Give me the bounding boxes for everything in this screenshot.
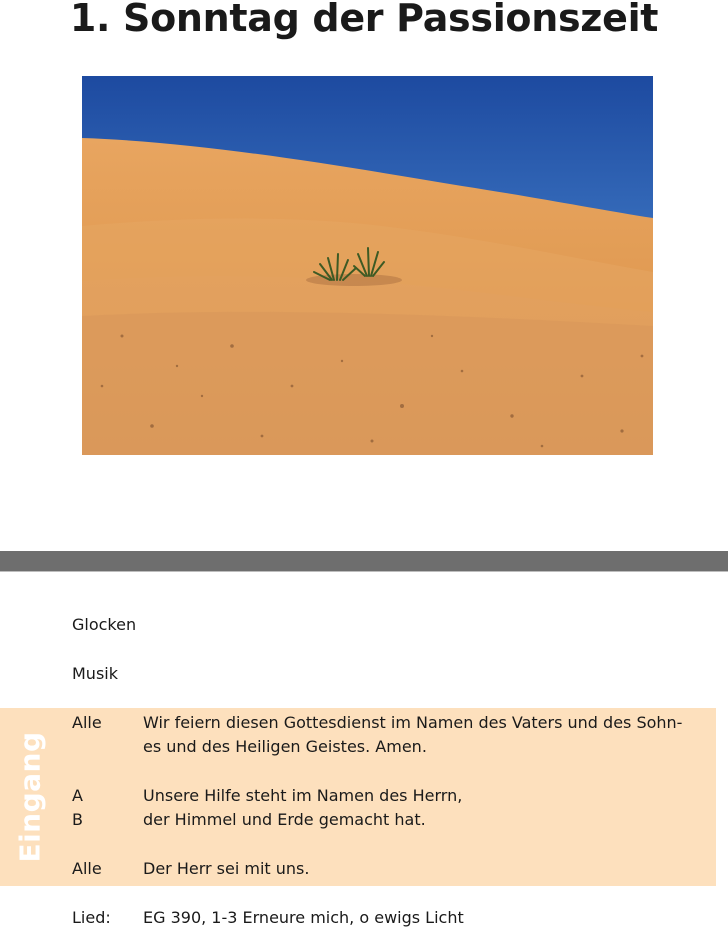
section-divider-bar xyxy=(0,551,728,571)
musik-item: Musik xyxy=(72,664,118,683)
gruss-speaker: Alle xyxy=(72,859,102,878)
desert-landscape-image xyxy=(82,76,653,455)
desert-photo xyxy=(82,76,653,455)
section-divider-line xyxy=(0,571,728,572)
hilfe-speaker-a: A xyxy=(72,786,83,805)
votum-speaker: Alle xyxy=(72,713,102,732)
lied-text: EG 390, 1-3 Erneure mich, o ewigs Licht xyxy=(143,908,464,927)
hilfe-speaker-b: B xyxy=(72,810,83,829)
hilfe-line-a: Unsere Hilfe steht im Namen des Herrn, xyxy=(143,786,463,805)
page-title: 1. Sonntag der Passionszeit xyxy=(69,0,659,40)
section-label-text: Eingang xyxy=(13,731,47,863)
gruss-text: Der Herr sei mit uns. xyxy=(143,859,310,878)
glocken-item: Glocken xyxy=(72,615,137,634)
hilfe-line-b: der Himmel und Erde gemacht hat. xyxy=(143,810,426,829)
lied-label: Lied: xyxy=(72,908,111,927)
votum-line-1: Wir feiern diesen Gottesdienst im Namen des Vaters und des Sohn- xyxy=(143,713,683,732)
votum-line-2: es und des Heiligen Geistes. Amen. xyxy=(143,737,427,756)
